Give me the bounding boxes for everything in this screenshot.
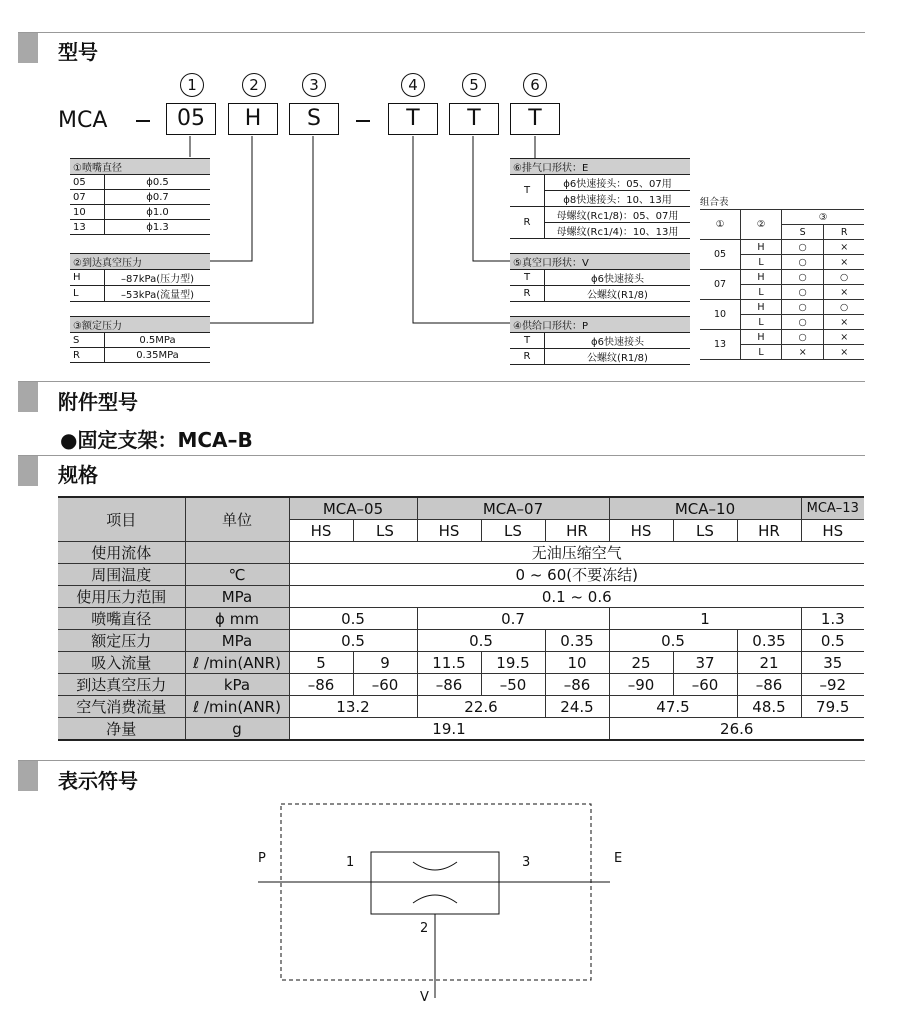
table-row: 05 ϕ0.5 xyxy=(70,175,210,190)
table-row: L ○ × xyxy=(700,255,864,270)
section-marker xyxy=(18,382,38,412)
table-row: 使用流体 无油压缩空气 xyxy=(58,542,864,564)
nozzle-table xyxy=(70,158,210,235)
supply-table xyxy=(510,316,690,365)
code-box-supply: T xyxy=(388,103,438,135)
header-model: MCA–05 xyxy=(289,497,417,520)
port-p-label: P xyxy=(258,851,266,866)
table-row: 喷嘴直径 ϕ mm 0.5 0.7 1 1.3 xyxy=(58,608,864,630)
circle-1: 1 xyxy=(180,73,204,97)
section-rule xyxy=(18,760,865,761)
header-model: MCA–13 xyxy=(801,497,864,520)
port-1-label: 1 xyxy=(346,855,355,870)
port-2-label: 2 xyxy=(420,921,429,936)
table-row: H –87kPa(压力型) xyxy=(70,270,210,286)
section-rule xyxy=(18,381,865,382)
table-row: S 0.5MPa xyxy=(70,333,210,348)
circle-6: 6 xyxy=(523,73,547,97)
section-rule xyxy=(18,455,865,456)
ejector-symbol xyxy=(0,790,900,1022)
exhaust-table xyxy=(510,158,690,239)
header-model: MCA–10 xyxy=(609,497,801,520)
section-title-model: 型号 xyxy=(58,40,98,64)
vport-table xyxy=(510,253,690,302)
table-title: ④供给口形状：P xyxy=(510,317,690,333)
header-item: 项目 xyxy=(58,497,185,542)
table-row: L ○ × xyxy=(700,285,864,300)
table-title: ③额定压力 xyxy=(70,317,210,333)
vacuum-table xyxy=(70,253,210,302)
code-box-vacuum: H xyxy=(228,103,278,135)
combo-table: ① ② ③ S R 05 H ○ × L ○ × 07 H ○ ○ L ○ × 10 H ○ ○ L ○ × 13 H ○ × L × × xyxy=(700,209,864,360)
port-e-label: E xyxy=(614,851,623,866)
table-row: 05 H ○ × xyxy=(700,240,864,255)
section-title-spec: 规格 xyxy=(58,463,98,487)
table-row: T ϕ6快速接头：05、07用 xyxy=(510,175,690,191)
code-box-nozzle: 05 xyxy=(166,103,216,135)
pressure-table xyxy=(70,316,210,363)
circle-4: 4 xyxy=(401,73,425,97)
table-row: 净量 g 19.1 26.6 xyxy=(58,718,864,741)
table-title: ⑥排气口形状：E xyxy=(510,159,690,175)
table-row: 使用压力范围 MPa 0.1 ~ 0.6 xyxy=(58,586,864,608)
table-row: 额定压力 MPa 0.5 0.5 0.35 0.5 0.35 0.5 xyxy=(58,630,864,652)
table-row: R 母螺纹(Rc1/8)：05、07用 xyxy=(510,207,690,223)
code-box-pressure: S xyxy=(289,103,339,135)
table-row: R 公螺纹(R1/8) xyxy=(510,349,690,365)
table-row: 13 H ○ × xyxy=(700,330,864,345)
table-row: R 0.35MPa xyxy=(70,348,210,363)
header-model: MCA–07 xyxy=(417,497,609,520)
port-3-label: 3 xyxy=(522,855,531,870)
table-row: T ϕ6快速接头 xyxy=(510,270,690,286)
table-row: T ϕ6快速接头 xyxy=(510,333,690,349)
section-marker xyxy=(18,456,38,486)
table-row: L ○ × xyxy=(700,315,864,330)
model-prefix: MCA xyxy=(58,108,108,133)
table-row: 10 ϕ1.0 xyxy=(70,205,210,220)
table-title: ⑤真空口形状：V xyxy=(510,254,690,270)
table-title: ②到达真空压力 xyxy=(70,254,210,270)
table-row: 周围温度 ℃ 0 ~ 60(不要冻结) xyxy=(58,564,864,586)
table-row: ϕ8快速接头：10、13用 xyxy=(510,191,690,207)
table-row: L × × xyxy=(700,345,864,360)
table-row: 空气消费流量 ℓ /min(ANR) 13.2 22.6 24.5 47.5 48.5 79.5 xyxy=(58,696,864,718)
section-marker xyxy=(18,761,38,791)
port-v-label: V xyxy=(420,990,429,1005)
header-unit: 单位 xyxy=(185,497,289,542)
table-title: ①喷嘴直径 xyxy=(70,159,210,175)
table-row: L –53kPa(流量型) xyxy=(70,286,210,302)
spec-table: 项目 单位 MCA–05 MCA–07 MCA–10 MCA–13 HS LS HS LS HR HS LS HR HS 使用流体 无油压缩空气 周围温度 ℃ 0 ~ 60(不要冻结) 使用压力范围 MPa 0.1 ~ 0.6 喷嘴直径 ϕ mm 0.5 0.7 1 1.3 额定压力 MPa 0.5 0.5 0.35 0.5 0.35 0.5 吸入流量 ℓ /min(ANR) 5 9 11.5 19.5 10 25 37 21 35 到达真空压力 kPa –86 –60 –86 –50 –86 –90 –60 –86 –92 空气消费流量 ℓ /min(ANR) 13.2 22.6 24.5 47.5 48.5 79.5 净量 g 19.1 26.6 xyxy=(58,496,864,741)
circle-5: 5 xyxy=(462,73,486,97)
code-box-vport: T xyxy=(449,103,499,135)
table-row: 07 ϕ0.7 xyxy=(70,190,210,205)
table-row: 13 ϕ1.3 xyxy=(70,220,210,235)
table-row: R 公螺纹(R1/8) xyxy=(510,286,690,302)
code-box-exhaust: T xyxy=(510,103,560,135)
table-row: 母螺纹(Rc1/4)：10、13用 xyxy=(510,223,690,239)
section-title-accessory: 附件型号 xyxy=(58,390,138,414)
circle-3: 3 xyxy=(302,73,326,97)
table-row: 07 H ○ ○ xyxy=(700,270,864,285)
section-title-symbol: 表示符号 xyxy=(58,769,138,793)
table-row: 到达真空压力 kPa –86 –60 –86 –50 –86 –90 –60 –86 –92 xyxy=(58,674,864,696)
circle-2: 2 xyxy=(242,73,266,97)
table-row: 10 H ○ ○ xyxy=(700,300,864,315)
accessory-item: ●固定支架：MCA–B xyxy=(60,428,253,452)
table-row: 吸入流量 ℓ /min(ANR) 5 9 11.5 19.5 10 25 37 21 35 xyxy=(58,652,864,674)
combo-title: 组合表 xyxy=(700,197,729,208)
